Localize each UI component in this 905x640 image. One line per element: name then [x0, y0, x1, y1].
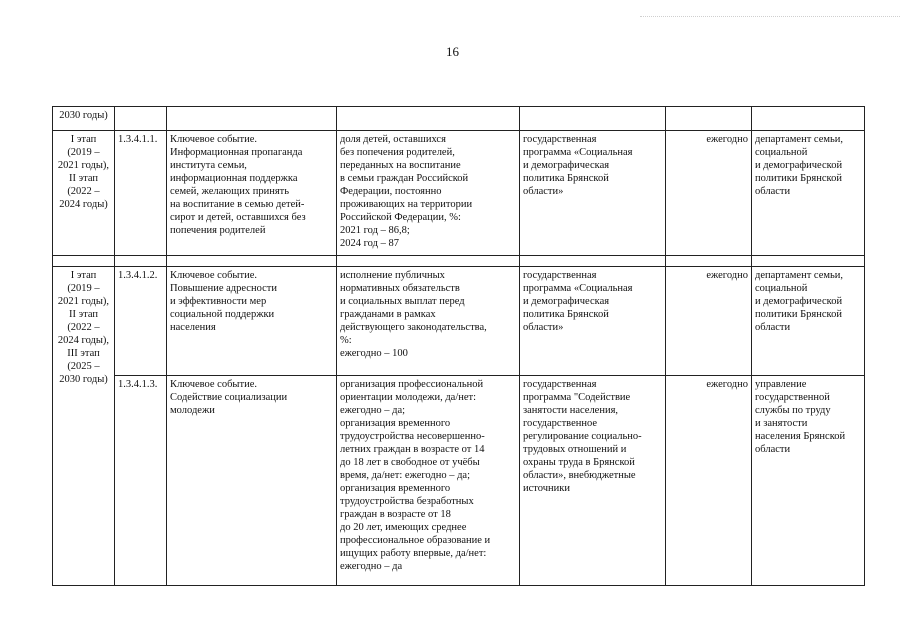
indicator-cell: организация профессиональной ориентации молодежи, да/нет: ежегодно – да; организация временного трудоустройства несовершенно- летних граждан в возрасте от 14 до 18 лет в свободное от учёбы время, да/нет: ежегодно – да; организация временного трудоустройства безработных граждан в возрасте от 18 до 20 лет, имеющих среднее профессиональное образование и ищущих работу впервые, да/нет: ежегодно – да — [337, 376, 520, 586]
scan-artifact — [640, 16, 900, 19]
code-cell: 1.3.4.1.3. — [115, 376, 167, 586]
code-cell — [115, 107, 167, 131]
responsible-cell — [752, 107, 865, 131]
program-cell: государственная программа «Социальная и демографическая политика Брянской области» — [520, 131, 666, 256]
table-row — [53, 376, 865, 586]
responsible-cell: департамент семьи, социальной и демографической политики Брянской области — [752, 267, 865, 376]
program-cell: государственная программа «Социальная и демографическая политика Брянской области» — [520, 267, 666, 376]
table-row — [53, 131, 865, 256]
stage-cell: 2030 годы) — [53, 107, 115, 131]
responsible-cell: управление государственной службы по труду и занятости населения Брянской области — [752, 376, 865, 586]
frequency-cell: ежегодно — [666, 131, 752, 256]
program-cell: государственная программа "Содействие занятости населения, государственное регулирование социально- трудовых отношений и охраны труда в Брянской области», внебюджетные источники — [520, 376, 666, 586]
indicator-cell: исполнение публичных нормативных обязательств и социальных выплат перед гражданами в рамках действующего законодательства, %: ежегодно – 100 — [337, 267, 520, 376]
frequency-cell: ежегодно — [666, 376, 752, 586]
frequency-cell — [666, 107, 752, 131]
responsible-cell: департамент семьи, социальной и демографической политики Брянской области — [752, 131, 865, 256]
code-cell: 1.3.4.1.1. — [115, 131, 167, 256]
measures-table — [52, 106, 865, 586]
table-row — [53, 107, 865, 131]
page-number: 16 — [446, 44, 459, 59]
frequency-cell: ежегодно — [666, 267, 752, 376]
code-cell: 1.3.4.1.2. — [115, 267, 167, 376]
stage-cell: I этап (2019 – 2021 годы), II этап (2022 – 2024 годы), III этап (2025 – 2030 годы) — [53, 267, 115, 586]
stage-cell: I этап (2019 – 2021 годы), II этап (2022 – 2024 годы) — [53, 131, 115, 256]
event-cell: Ключевое событие. Содействие социализации молодежи — [167, 376, 337, 586]
event-cell — [167, 107, 337, 131]
table-row — [53, 267, 865, 376]
program-cell — [520, 107, 666, 131]
indicator-cell — [337, 107, 520, 131]
table-spacer — [53, 256, 865, 267]
indicator-cell: доля детей, оставшихся без попечения родителей, переданных на воспитание в семьи граждан Российской Федерации, постоянно проживающих на территории Российской Федерации, %: 2021 год – 86,8; 2024 год – 87 — [337, 131, 520, 256]
event-cell: Ключевое событие. Информационная пропаганда института семьи, информационная поддержка семей, желающих принять на воспитание в семью детей- сирот и детей, оставшихся без попечения родителей — [167, 131, 337, 256]
event-cell: Ключевое событие. Повышение адресности и эффективности мер социальной поддержки населения — [167, 267, 337, 376]
